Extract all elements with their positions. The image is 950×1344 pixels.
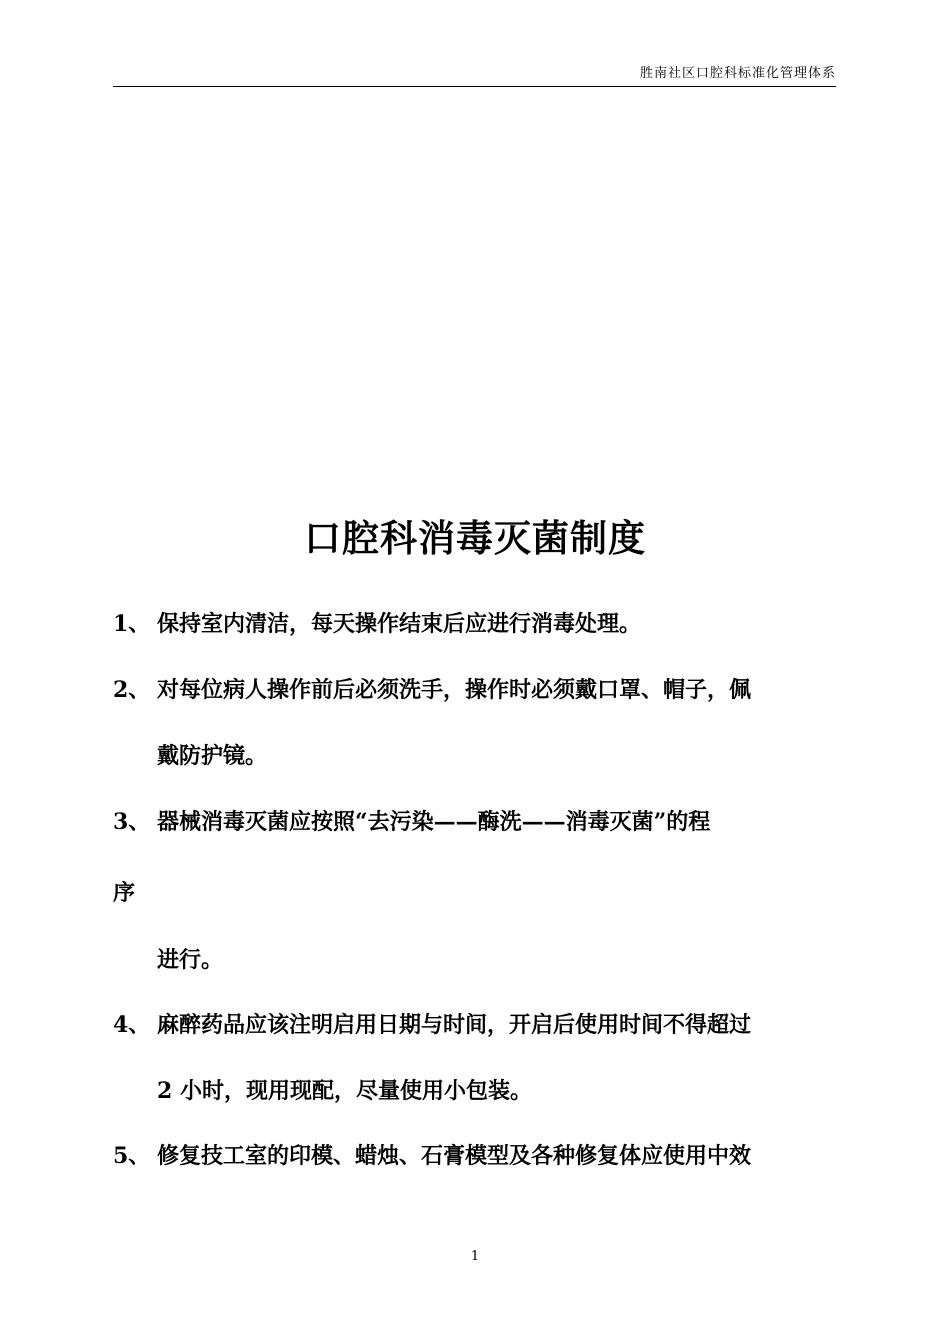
item-number: 2、 (113, 677, 151, 703)
item-text-line: 进行。 (157, 947, 224, 973)
item-number: 3、 (113, 809, 151, 835)
item-number: 5、 (113, 1143, 151, 1169)
item-number: 1、 (113, 611, 151, 637)
page-number: 1 (470, 1249, 480, 1264)
item-text-line: 保持室内清洁，每天操作结束后应进行消毒处理。 (157, 611, 642, 637)
item-text-line: 麻醉药品应该注明启用日期与时间，开启后使用时间不得超过 (157, 1012, 752, 1038)
item-text-line: 2 小时，现用现配，尽量使用小包装。 (157, 1078, 532, 1104)
item-text-line: 器械消毒灭菌应按照“去污染——酶洗——消毒灭菌”的程 (157, 809, 711, 835)
item-text-line: 对每位病人操作前后必须洗手，操作时必须戴口罩、帽子，佩 (157, 677, 752, 703)
item-text-line: 戴防护镜。 (157, 743, 268, 769)
running-header: 胜南社区口腔科标准化管理体系 (639, 66, 836, 81)
document-title: 口腔科消毒灭菌制度 (304, 516, 646, 560)
header-divider (113, 86, 836, 87)
item-text-line: 修复技工室的印模、蜡烛、石膏模型及各种修复体应使用中效 (157, 1143, 752, 1169)
item-text-line: 序 (113, 880, 136, 906)
item-number: 4、 (113, 1012, 151, 1038)
